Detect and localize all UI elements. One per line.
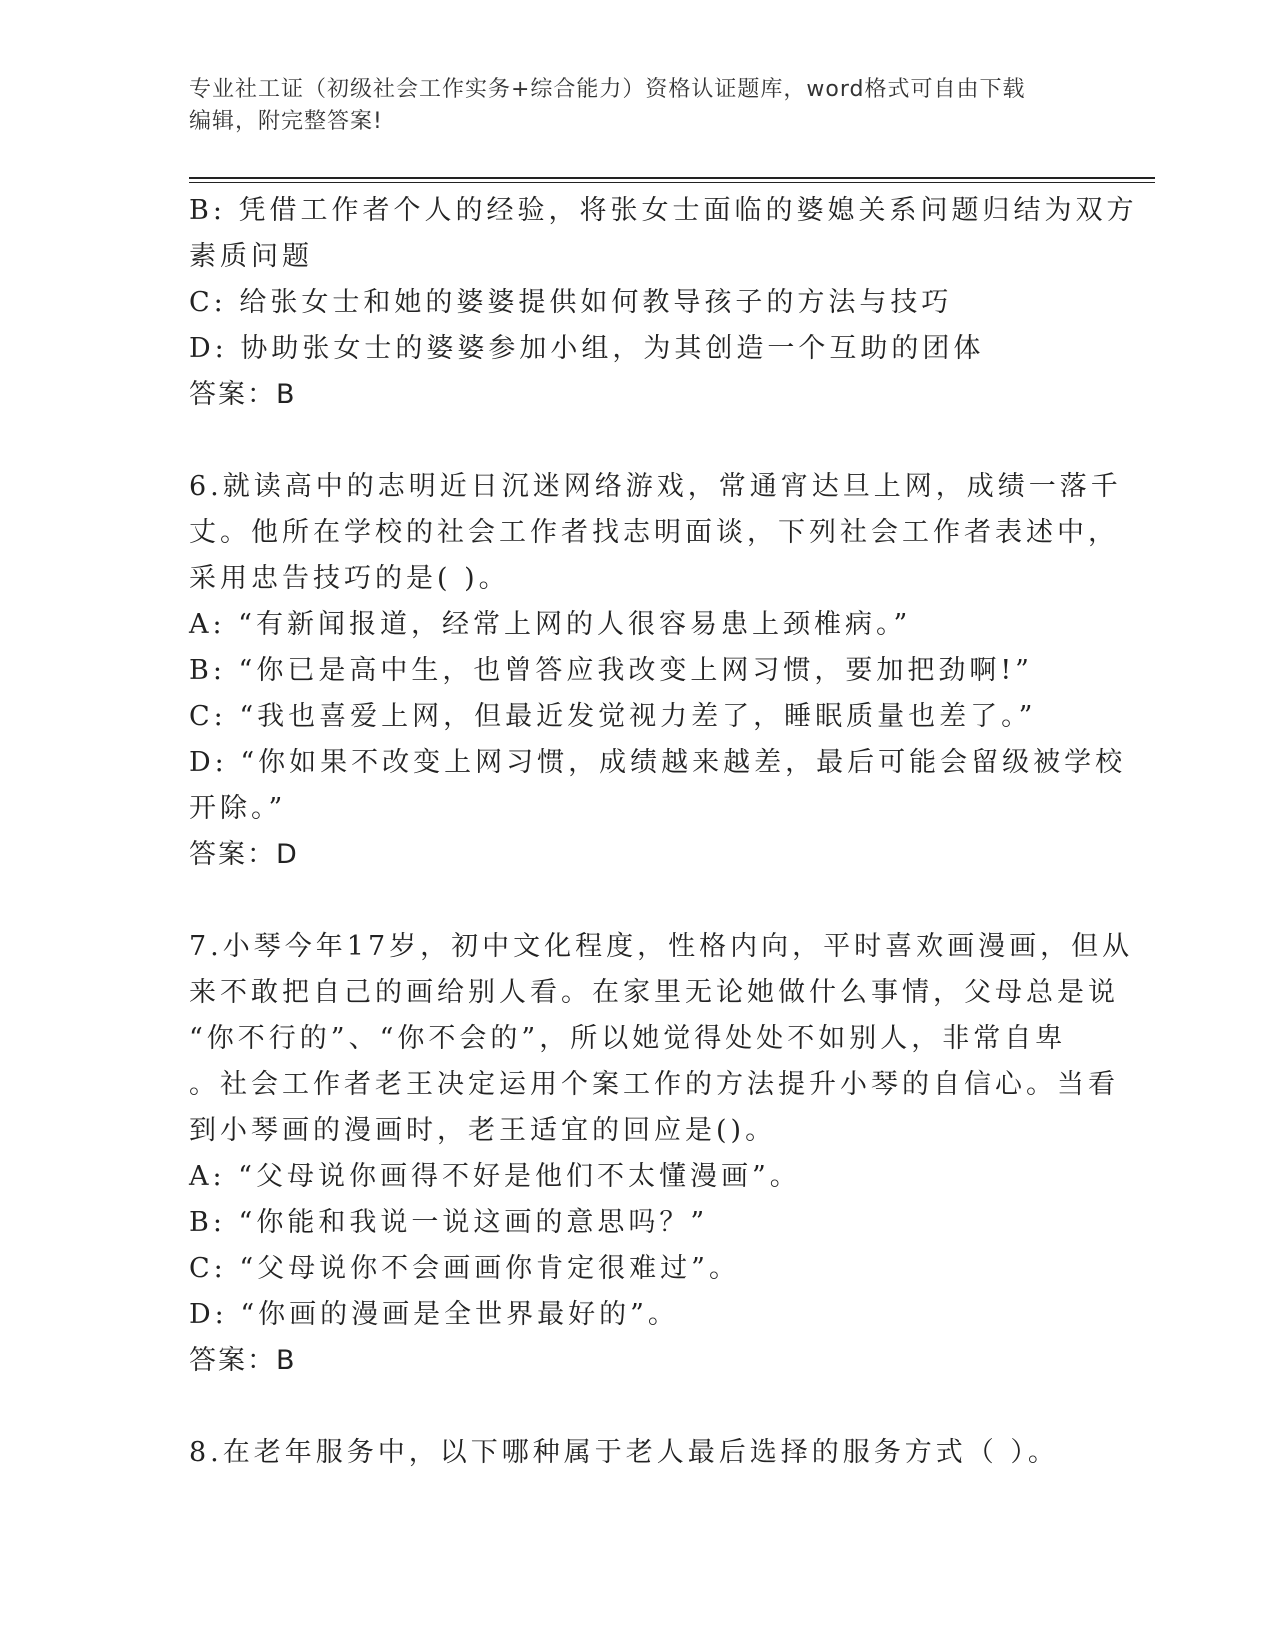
q7-option-a: A: “父母说你画得不好是他们不太懂漫画”。 xyxy=(189,1161,801,1192)
q7-option-d: D: “你画的漫画是全世界最好的”。 xyxy=(189,1299,679,1330)
spacer xyxy=(189,1384,1089,1430)
header-title-line-1: 专业社工证（初级社会工作实务+综合能力）资格认证题库，word格式可自由下载 xyxy=(189,77,1026,102)
question-6-block xyxy=(189,464,1127,878)
q7-stem-line-5: 到小琴画的漫画时，老王适宜的回应是()。 xyxy=(189,1115,777,1146)
q5-answer: 答案：B xyxy=(189,379,297,410)
spacer xyxy=(189,878,1089,924)
q6-stem-line-1: 6.就读高中的志明近日沉迷网络游戏，常通宵达旦上网，成绩一落千 xyxy=(189,471,1122,502)
document-header xyxy=(189,74,1089,138)
q5-option-c: C: 给张女士和她的婆婆提供如何教导孩子的方法与技巧 xyxy=(189,287,953,318)
spacer xyxy=(189,418,1089,464)
q6-stem-line-2: 丈。他所在学校的社会工作者找志明面谈，下列社会工作者表述中， xyxy=(189,517,1119,548)
q5-option-b-line-2: 素质问题 xyxy=(189,241,313,272)
q5-option-b-line-1: B: 凭借工作者个人的经验，将张女士面临的婆媳关系问题归结为双方 xyxy=(189,195,1138,226)
header-divider-thick xyxy=(189,177,1155,179)
q6-option-d-line-1: D: “你如果不改变上网习惯，成绩越来越差，最后可能会留级被学校 xyxy=(189,747,1127,778)
q7-option-b: B: “你能和我说一说这画的意思吗？” xyxy=(189,1207,709,1238)
q6-option-c: C: “我也喜爱上网，但最近发觉视力差了，睡眠质量也差了。” xyxy=(189,701,1037,732)
question-8-block xyxy=(189,1430,1089,1476)
q6-option-b: B: “你已是高中生，也曾答应我改变上网习惯，要加把劲啊!” xyxy=(189,655,1033,686)
q7-stem-line-1: 7.小琴今年17岁，初中文化程度，性格内向，平时喜欢画漫画，但从 xyxy=(189,931,1134,962)
q6-option-a: A: “有新闻报道，经常上网的人很容易患上颈椎病。” xyxy=(189,609,912,640)
question-7-block xyxy=(189,924,1134,1384)
q7-stem-line-4: 。社会工作者老王决定运用个案工作的方法提升小琴的自信心。当看 xyxy=(189,1069,1119,1100)
document-body xyxy=(189,188,1138,1476)
q7-stem-line-3: “你不行的”、“你不会的”，所以她觉得处处不如别人，非常自卑 xyxy=(189,1023,1067,1054)
q7-option-c: C: “父母说你不会画画你肯定很难过”。 xyxy=(189,1253,740,1284)
q7-answer: 答案：B xyxy=(189,1345,297,1376)
q6-option-d-line-2: 开除。” xyxy=(189,793,287,824)
header-title-line-2: 编辑，附完整答案! xyxy=(189,109,383,134)
question-5-block xyxy=(189,188,1138,418)
q6-stem-line-3: 采用忠告技巧的是( )。 xyxy=(189,563,510,594)
q5-option-d: D: 协助张女士的婆婆参加小组，为其创造一个互助的团体 xyxy=(189,333,985,364)
q8-stem-line-1: 8.在老年服务中，以下哪种属于老人最后选择的服务方式（ ）。 xyxy=(189,1437,1059,1468)
q7-stem-line-2: 来不敢把自己的画给别人看。在家里无论她做什么事情，父母总是说 xyxy=(189,977,1119,1008)
q6-answer: 答案：D xyxy=(189,839,299,870)
header-divider-thin xyxy=(189,182,1155,183)
